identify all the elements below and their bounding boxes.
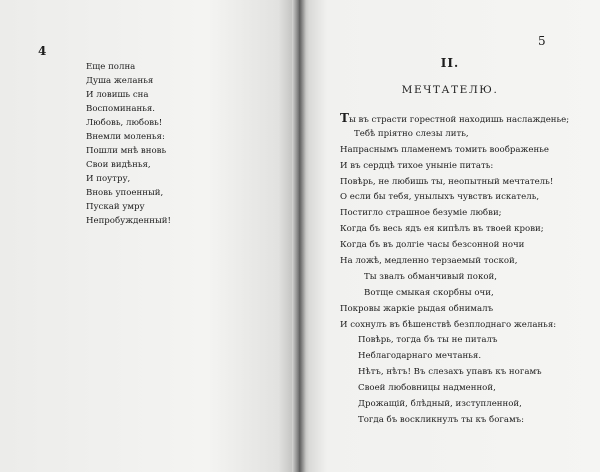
- poem-line: На ложѣ, медленно терзаемый тоской,: [340, 256, 518, 267]
- right-page: [300, 0, 600, 472]
- poem-line: Любовь, любовь!: [86, 118, 163, 128]
- poem-line: И поутру,: [86, 174, 131, 184]
- poem-line: Повѣрь, тогда бъ ты не питалъ: [358, 335, 498, 346]
- right-page-number: 5: [538, 34, 546, 48]
- book-gutter: [292, 0, 306, 472]
- poem-line: Непробужденный!: [86, 216, 171, 226]
- poem-line-text: ы въ страсти горестной находишь наслажденье;: [348, 115, 570, 125]
- poem-line: Повѣрь, не любишь ты, неопытный мечтатель!: [340, 176, 554, 187]
- poem-line: Когда бъ въ долгіе часы безсонной ночи: [340, 240, 525, 251]
- poem-line: И ловишь сна: [86, 90, 149, 100]
- poem-line: Воспоминанья.: [86, 104, 156, 114]
- poem-line: Свои видѣнья,: [86, 160, 151, 170]
- left-page: [0, 0, 296, 472]
- poem-line: Тебѣ пріятно слезы лить,: [354, 128, 469, 139]
- poem-line: Постигло страшное безумie любви;: [340, 208, 502, 219]
- poem-line: Неблагодарнаго мечтанья.: [358, 351, 482, 362]
- poem-line: Нѣтъ, нѣтъ! Въ слезахъ упавъ къ ногамъ: [358, 367, 542, 378]
- poem-line: Ты звалъ обманчивый покой,: [364, 271, 497, 282]
- poem-line: Напраснымъ пламенемъ томить воображенье: [340, 144, 549, 155]
- poem-line: Тогда бъ воскликнулъ ты къ богамъ:: [358, 414, 525, 425]
- poem-line: Пошли мнѣ вновь: [86, 146, 167, 156]
- poem-title: МЕЧТАТЕЛЮ.: [401, 84, 499, 96]
- poem-line: Покровы жаркіе рыдая обнималъ: [340, 303, 494, 314]
- poem-line: Еще полна: [86, 62, 136, 72]
- poem-line: Своей любовницы надменной,: [358, 383, 496, 394]
- right-poem-lines: [340, 111, 569, 429]
- poem-line: Вновь упоенный,: [86, 188, 164, 198]
- poem-line: Когда бъ весь ядъ ея кипѣлъ въ твоей крови;: [340, 224, 544, 235]
- drop-cap: Т: [340, 111, 349, 125]
- left-poem-lines: [86, 60, 171, 228]
- poem-line: Дрожащій, блѣдный, изступленной,: [358, 399, 522, 410]
- left-page-number: 4: [38, 44, 47, 58]
- poem-line: Вотще смыкая скорбны очи,: [364, 287, 494, 298]
- poem-line: И въ сердцѣ тихое уныніе питать:: [340, 160, 494, 171]
- poem-line: Внемли моленья:: [86, 132, 165, 142]
- poem-line: Душа желанья: [86, 76, 154, 86]
- poem-line: [340, 111, 569, 127]
- poem-number: II.: [440, 56, 460, 70]
- poem-line: Пускай умру: [86, 202, 145, 212]
- poem-line: О если бы тебя, унылыхъ чувствъ искатель,: [340, 192, 540, 203]
- poem-line: И сохнулъ въ бѣшенствѣ безплоднаго желанья:: [340, 319, 557, 330]
